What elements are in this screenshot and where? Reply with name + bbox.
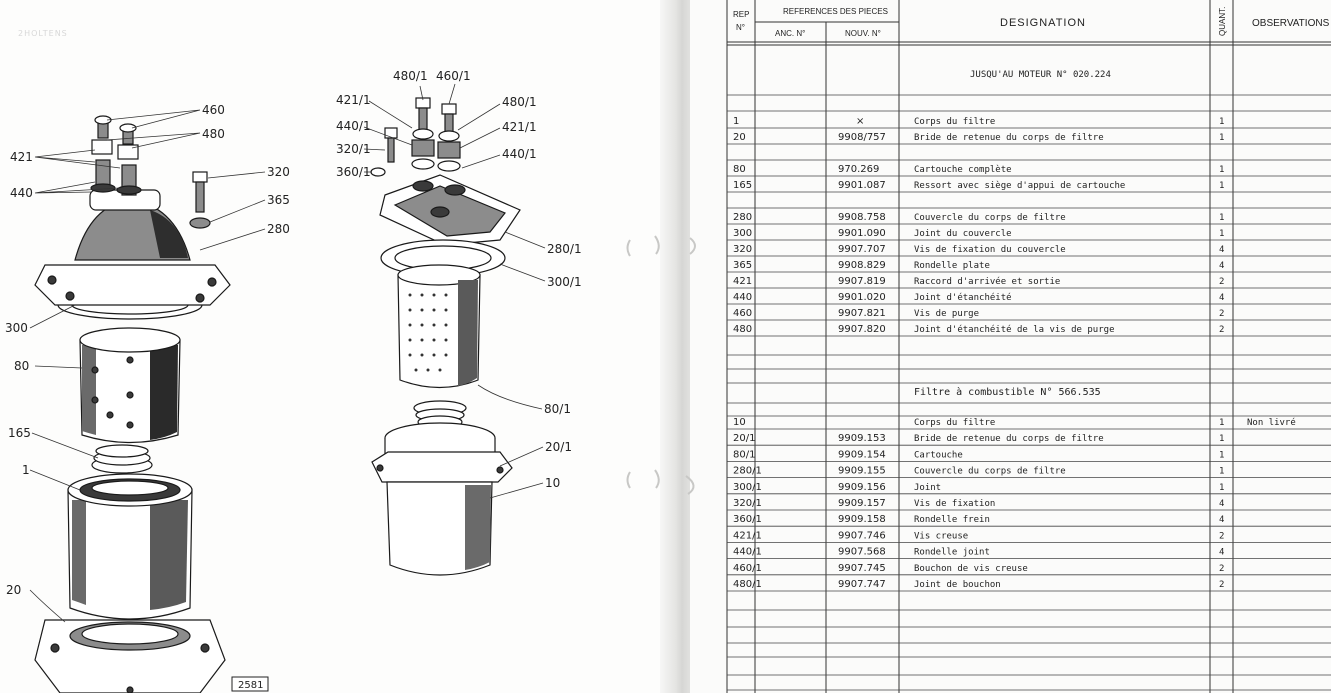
table-row	[733, 433, 1224, 444]
callout-20: 20	[6, 583, 22, 597]
table-row	[733, 212, 1224, 223]
cell-nouv: 9908.758	[838, 212, 886, 223]
cell-rep: 20	[733, 132, 746, 143]
faint-header-text: 2HOLTENS	[18, 29, 68, 38]
cell-rep: 300/1	[733, 481, 762, 493]
cell-designation: Bride de retenue du corps de filtre	[914, 434, 1104, 445]
header-anc: ANC. N°	[775, 29, 806, 38]
callout-421-1: 421/1	[336, 93, 371, 107]
cell-nouv: 9909.156	[838, 481, 886, 493]
cell-designation: Corps du filtre	[914, 117, 996, 127]
callout-10: 10	[545, 476, 561, 490]
cell-designation: Couvercle du corps de filtre	[914, 213, 1066, 223]
cell-designation: Joint d'étanchéité	[914, 293, 1012, 303]
cell-quant: 4	[1219, 499, 1225, 509]
cell-quant: 4	[1219, 245, 1225, 255]
cell-rep: 421/1	[733, 530, 762, 542]
callout-320: 320	[267, 165, 290, 179]
cell-quant: 4	[1219, 261, 1225, 271]
callout-480-1b: 480/1	[502, 95, 537, 109]
table-row	[733, 260, 1224, 271]
binder-holes	[628, 236, 696, 494]
cell-quant: 1	[1219, 434, 1225, 445]
cell-rep: 360/1	[733, 514, 762, 526]
cell-quant: 1	[1219, 165, 1225, 175]
cell-rep: 480/1	[733, 579, 762, 590]
cell-rep: 320/1	[733, 498, 762, 509]
cell-designation: Joint d'étanchéité de la vis de purge	[914, 325, 1115, 335]
cell-quant: 1	[1219, 133, 1225, 143]
cell-rep: 10	[733, 417, 746, 428]
table-row	[733, 514, 1224, 525]
cell-nouv: 9909.157	[838, 498, 886, 509]
cell-nouv: 9907.745	[838, 562, 886, 574]
cell-rep: 440/1	[733, 546, 762, 558]
cell-nouv: 9909.155	[838, 465, 886, 477]
cell-rep: 280	[733, 212, 753, 223]
cell-nouv: 9907.821	[838, 308, 886, 319]
table-row	[733, 244, 1224, 255]
table-row	[733, 308, 1224, 319]
figure-number: 2581	[238, 680, 264, 691]
callout-480-1: 480/1	[393, 69, 428, 83]
cell-designation: Bride de retenue du corps de filtre	[914, 133, 1104, 143]
filter-assembly-drawing-a	[35, 116, 230, 693]
cell-designation: Rondelle joint	[914, 547, 990, 558]
cell-quant: 1	[1219, 117, 1225, 127]
cell-nouv: 9907.747	[838, 579, 886, 590]
callout-300-1: 300/1	[547, 275, 582, 289]
cell-nouv: 9907.568	[838, 546, 886, 558]
table-row	[733, 324, 1224, 335]
table-row	[733, 276, 1224, 287]
cell-designation: Vis de fixation	[914, 499, 996, 509]
callout-365: 365	[267, 193, 290, 207]
cell-quant: 1	[1219, 466, 1225, 477]
cell-nouv: 9907.746	[838, 530, 886, 542]
cell-designation: Couvercle du corps de filtre	[914, 466, 1066, 477]
cell-quant: 2	[1219, 309, 1225, 319]
table-row	[733, 449, 1224, 460]
callout-440-1: 440/1	[336, 119, 371, 133]
cell-nouv: 9901.020	[838, 292, 886, 303]
cell-nouv: 9908.829	[838, 260, 886, 271]
cell-nouv: 9909.153	[838, 433, 886, 445]
header-quant: QUANT.	[1218, 6, 1227, 36]
table-row	[733, 164, 1224, 175]
cell-designation: Cartouche	[914, 450, 963, 461]
callout-360-1: 360/1	[336, 165, 371, 179]
callout-460: 460	[202, 103, 225, 117]
cell-designation: Vis de fixation du couvercle	[914, 245, 1066, 255]
cell-nouv: 9909.154	[838, 449, 886, 461]
table-row	[733, 228, 1224, 239]
cell-designation: Vis creuse	[914, 531, 969, 542]
cell-rep: 300	[733, 228, 753, 239]
cell-designation: Rondelle plate	[914, 261, 990, 271]
header-nouv: NOUV. N°	[845, 29, 881, 38]
cell-rep: 165	[733, 180, 753, 191]
header-observations: OBSERVATIONS	[1252, 18, 1330, 29]
cell-designation: Rondelle frein	[914, 515, 990, 526]
cell-quant: 1	[1219, 213, 1225, 223]
cell-quant: 4	[1219, 547, 1225, 558]
table-row	[733, 180, 1224, 191]
cell-nouv: 9901.087	[838, 180, 886, 191]
cell-rep: 80/1	[733, 449, 756, 461]
callout-440: 440	[10, 186, 33, 200]
cell-quant: 2	[1219, 277, 1225, 287]
table-row	[733, 482, 1224, 493]
callout-421-1b: 421/1	[502, 120, 537, 134]
callout-80-1: 80/1	[544, 402, 571, 416]
callout-80: 80	[14, 359, 30, 373]
cell-rep: 421	[733, 276, 753, 287]
cell-quant: 2	[1219, 325, 1225, 335]
table-row	[733, 417, 1296, 428]
cell-quant: 1	[1219, 450, 1225, 461]
cell-rep: 365	[733, 260, 753, 271]
cell-observations: Non livré	[1247, 418, 1296, 428]
cell-designation: Joint de bouchon	[914, 580, 1001, 590]
callout-320-1: 320/1	[336, 142, 371, 156]
cell-rep: 80	[733, 164, 746, 175]
callout-165: 165	[8, 426, 31, 440]
table-row	[733, 466, 1224, 477]
table-row	[733, 116, 1224, 127]
callout-480: 480	[202, 127, 225, 141]
callout-280: 280	[267, 222, 290, 236]
cell-quant: 1	[1219, 482, 1225, 493]
cell-quant: 4	[1219, 293, 1225, 303]
cell-rep: 280/1	[733, 465, 762, 477]
cell-nouv: 9901.090	[838, 228, 886, 239]
cell-designation: Cartouche complète	[914, 165, 1012, 175]
table-row	[733, 132, 1224, 143]
table-row	[733, 498, 1224, 509]
parts-table-rows	[733, 116, 1296, 590]
table-row	[733, 579, 1224, 590]
callout-20-1: 20/1	[545, 440, 572, 454]
cell-rep: 460/1	[733, 562, 762, 574]
cell-designation: Corps du filtre	[914, 418, 996, 428]
cell-rep: 440	[733, 292, 753, 303]
cell-quant: 1	[1219, 181, 1225, 191]
header-rep: REP	[733, 10, 750, 19]
filter-assembly-drawing-b	[371, 98, 520, 575]
callout-1: 1	[22, 463, 30, 477]
table-row	[733, 292, 1224, 303]
cell-rep: 460	[733, 308, 753, 319]
cell-rep: 320	[733, 244, 753, 255]
callout-440-1b: 440/1	[502, 147, 537, 161]
callout-300: 300	[5, 321, 28, 335]
table-row	[733, 530, 1224, 541]
cell-designation: Bouchon de vis creuse	[914, 563, 1028, 574]
section-2-title: Filtre à combustible N° 566.535	[914, 387, 1101, 398]
cell-designation: Raccord d'arrivée et sortie	[914, 277, 1061, 287]
cell-nouv: 970.269	[838, 164, 880, 175]
header-designation: DESIGNATION	[1000, 17, 1086, 29]
cell-nouv: 9908/757	[838, 132, 886, 143]
cell-rep: 480	[733, 324, 753, 335]
header-rep-no: N°	[736, 23, 745, 32]
header-references: REFERENCES DES PIECES	[783, 7, 888, 16]
cell-designation: Joint	[914, 482, 942, 493]
cell-nouv: 9909.158	[838, 514, 886, 526]
cell-quant: 1	[1219, 418, 1225, 428]
cell-nouv: 9907.820	[838, 324, 886, 335]
table-row	[733, 563, 1224, 574]
cell-quant: 2	[1219, 531, 1225, 542]
callout-421: 421	[10, 150, 33, 164]
cell-designation: Vis de purge	[914, 309, 980, 319]
section-1-title: JUSQU'AU MOTEUR N° 020.224	[970, 70, 1111, 80]
table-row	[733, 547, 1224, 558]
cell-nouv: ×	[856, 116, 865, 127]
callout-280-1: 280/1	[547, 242, 582, 256]
cell-quant: 4	[1219, 515, 1225, 526]
cell-quant: 2	[1219, 563, 1225, 574]
cell-designation: Joint du couvercle	[914, 229, 1012, 239]
parts-table-grid	[727, 0, 1331, 693]
cell-quant: 1	[1219, 229, 1225, 239]
cell-rep: 1	[733, 116, 740, 127]
cell-rep: 20/1	[733, 433, 756, 445]
callout-460-1: 460/1	[436, 69, 471, 83]
cell-nouv: 9907.819	[838, 276, 886, 287]
cell-nouv: 9907.707	[838, 244, 886, 255]
cell-designation: Ressort avec siège d'appui de cartouche	[914, 181, 1126, 191]
cell-quant: 2	[1219, 580, 1225, 590]
